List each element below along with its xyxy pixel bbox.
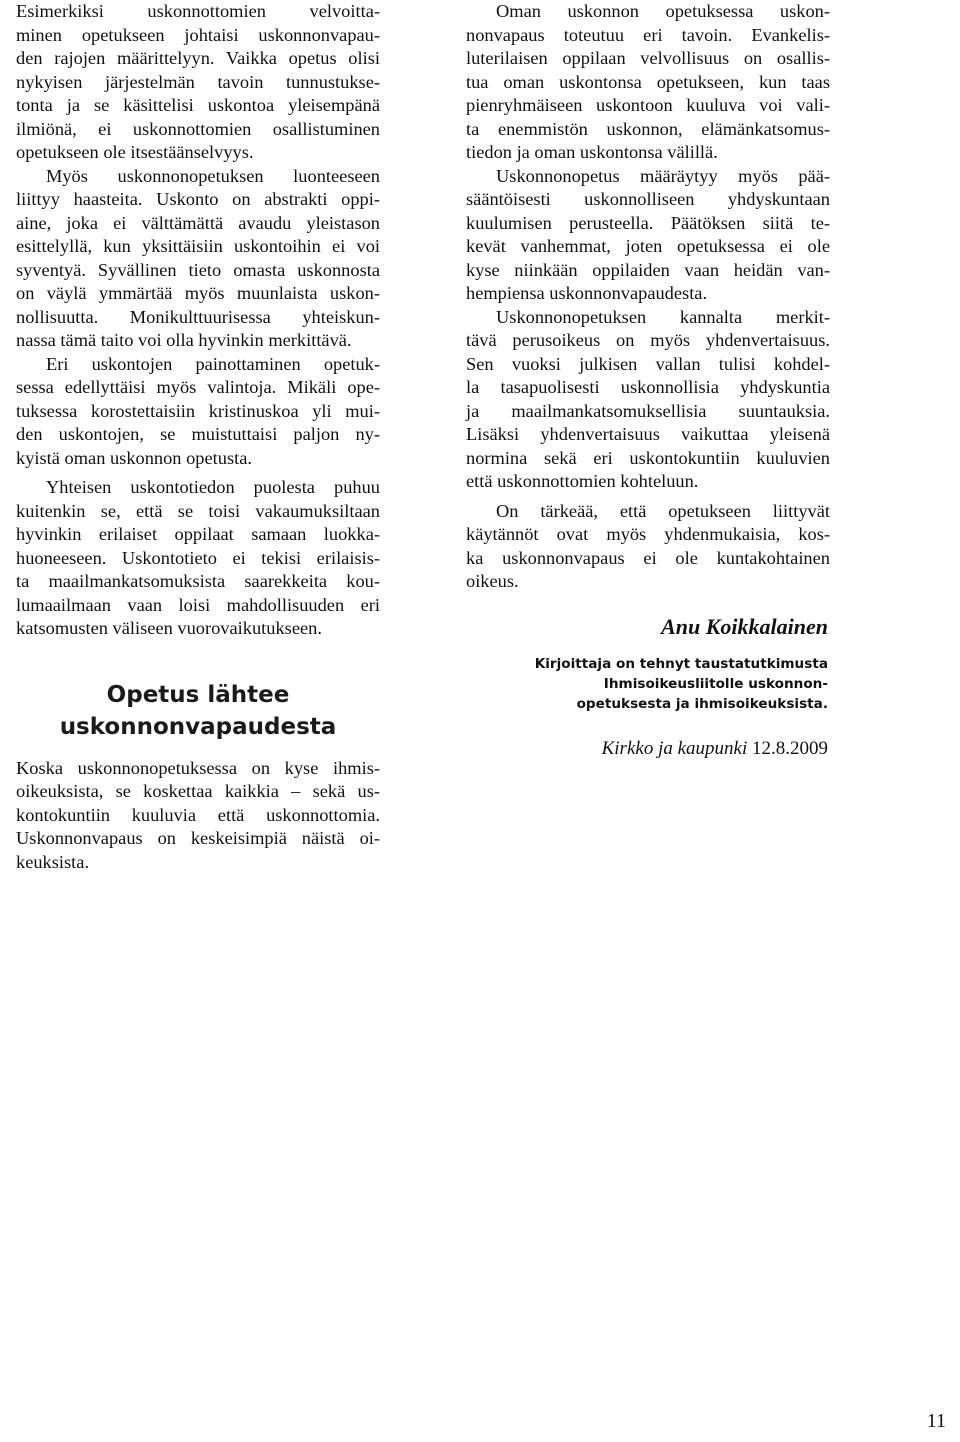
text-line: lumaailmaan vaan loisi mahdollisuuden eri [16,594,380,615]
text-line: syventyä. Syvällinen tieto omasta uskonnosta [16,259,380,280]
text-line: että uskonnottomien kohteluun. [466,471,699,491]
paragraph [16,353,380,471]
paragraph [16,0,380,165]
text-line: den rajojen määrittelyyn. Vaikka opetus olisi [16,48,380,68]
bio-line: Kirjoittaja on tehnyt taustatutkimusta [534,655,828,672]
source-publication: Kirkko ja kaupunki [601,737,748,759]
text-line: kuitenkin se, että se toisi vakaumuksiltaan [16,500,380,521]
text-line: katsomusten väliseen vuorovaikutukseen. [16,618,322,638]
text-line: Uskonnonopetuksen kannalta merkit- [496,306,830,327]
text-line: minen opetukseen johtaisi uskonnonvapau- [16,24,380,45]
text-line: Uskonnonvapaus on keskeisimpiä näistä oi- [16,828,380,848]
text-line: Koska uskonnonopetuksessa on kyse ihmis- [16,757,380,778]
text-line: kyse niinkään oppilaiden vaan heidän van- [466,259,830,280]
source-date: 12.8.2009 [752,737,828,759]
text-line: tua oman uskontonsa opetukseen, kun taas [466,71,830,92]
text-line: kyistä oman uskonnon opetusta. [16,447,252,468]
paragraph [466,500,830,594]
text-line: aine, joka ei välttämättä avaudu yleistason [16,212,380,233]
text-line: Esimerkiksi uskonnottomien velvoitta- [16,1,380,21]
paragraph [16,757,380,875]
text-line: nassa tämä taito voi olla hyvinkin merkittävä. [16,330,352,350]
text-line: hyvinkin erilaiset oppilaat samaan luokka- [16,524,380,544]
paragraph [16,476,380,641]
text-line: huoneeseen. Uskontotieto ei tekisi erilaisis- [16,547,380,568]
heading-line: uskonnonvapaudesta [59,713,337,740]
text-line: ja maailmankatsomuksellisia suuntauksia. [466,400,830,421]
text-line: kevät vanhemmat, joten opetuksessa ei ole [466,236,830,256]
page-number: 11 [926,1410,946,1432]
text-line: keuksista. [16,851,90,872]
paragraph [466,165,830,306]
text-line: kuulumisen perusteella. Päätöksen siitä te- [466,212,830,233]
text-line: Eri uskontojen painottaminen opetuk- [46,353,380,374]
source-citation [466,738,830,760]
text-line: opetukseen ole itsestäänselvyys. [16,142,254,162]
text-line: Oman uskonnon opetuksessa uskon- [496,1,830,21]
text-line: pienryhmäiseen uskontoon kuuluva voi vali- [466,95,830,115]
text-line: nollisuutta. Monikulttuurisessa yhteiskun- [16,306,380,327]
text-line: tiedon ja oman uskontonsa välillä. [466,142,718,162]
text-line: den uskontojen, se muistuttaisi paljon ny- [16,424,380,444]
text-line: sessa edellyttäisi myös valintoja. Mikäli ope- [16,377,380,397]
text-line: nonvapaus toteutuu eri tavoin. Evankelis- [466,24,830,45]
text-line: on väylä ymmärtää myös muunlaista uskon- [16,283,380,303]
text-line: ilmiönä, ei uskonnottomien osallistuminen [16,118,380,139]
text-line: Yhteisen uskontotiedon puolesta puhuu [46,477,380,497]
text-line: oikeuksista, se koskettaa kaikkia – sekä us- [16,781,380,801]
text-line: la tasapuolisesti uskonnollisia yhdyskuntia [466,377,830,397]
author-bio [466,654,830,714]
text-line: käytännöt ovat myös yhdenmukaisia, kos- [466,524,830,544]
section-heading [16,679,380,743]
text-line: Uskonnonopetus määräytyy myös pää- [496,165,830,186]
text-line: tonta ja se käsittelisi uskontoa yleisempänä [16,95,380,115]
text-line: On tärkeää, että opetukseen liittyvät [496,500,830,521]
text-line: hempiensa uskonnonvapaudesta. [466,283,708,303]
text-line: sääntöisesti uskonnolliseen yhdyskuntaan [466,189,830,209]
text-line: Lisäksi yhdenvertaisuus vaikuttaa yleisenä [466,424,830,444]
bio-line: Ihmisoikeusliitolle uskonnon- [603,675,828,692]
text-line: esittelyllä, kun yksittäisiin uskontoihin ei voi [16,236,380,256]
text-line: tävä perusoikeus on myös yhdenvertaisuus. [466,330,830,350]
text-line: kontokuntiin kuuluvia että uskonnottomia. [16,804,380,825]
author-name: Anu Koikkalainen [661,613,828,639]
text-line: ka uskonnonvapaus ei ole kuntakohtainen [466,547,830,568]
text-line: Sen vuoksi julkisen vallan tulisi kohdel- [466,353,830,374]
text-line: ta enemmistön uskonnon, elämänkatsomus- [466,118,830,139]
text-line: liittyy haasteita. Uskonto on abstrakti oppi- [16,189,380,209]
paragraph [466,306,830,494]
paragraph [16,165,380,353]
bio-line: opetuksesta ja ihmisoikeuksista. [576,695,828,712]
heading-line: Opetus lähtee [106,681,290,708]
text-line: tuksessa korostettaisiin kristinuskoa yli mui- [16,400,380,421]
text-line: Myös uskonnonopetuksen luonteeseen [46,165,380,186]
text-line: oikeus. [466,571,519,591]
text-line: normina sekä eri uskontokuntiin kuuluvien [466,447,830,468]
text-line: nykyisen järjestelmän tavoin tunnustukse- [16,71,380,92]
left-column [16,0,380,874]
paragraph [466,0,830,165]
right-column [466,0,830,760]
text-line: luterilaisen oppilaan velvollisuus on osallis- [466,48,830,68]
text-line: ta maailmankatsomuksista saarekkeita kou- [16,571,380,591]
